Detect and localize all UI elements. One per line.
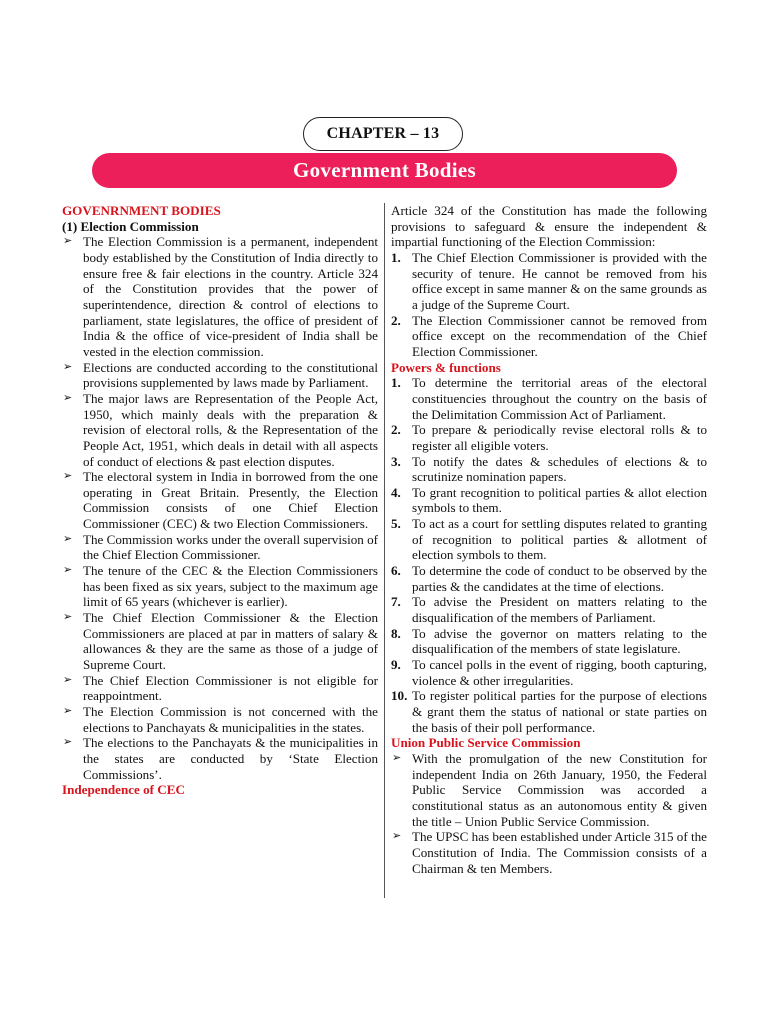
numbered-item: 2. The Election Commissioner cannot be removed from office except on the recommendation of the Chief Election Commissioner.: [391, 312, 707, 359]
arrow-bullet-icon: ➢: [63, 705, 73, 717]
bullet-item: ➢ The Commission works under the overall supervision of the Chief Election Commissioner.: [63, 531, 378, 563]
column-divider: [384, 203, 385, 898]
chapter-label: CHAPTER – 13: [303, 117, 463, 151]
bullet-item: ➢ The electoral system in India in borrowed from the one operating in Great Britain. Presently, the Election Commission consists of one Chief Election Commissioner (CEC) & two Election Commissioners.: [63, 469, 378, 532]
numbered-item: 3. To notify the dates & schedules of elections & to scrutinize nomination papers.: [391, 453, 707, 485]
numbered-item: 5. To act as a court for settling disputes related to granting of recognition to political parties & allotment of election symbols to them.: [391, 516, 707, 563]
bullet-item: ➢ The Chief Election Commissioner & the Election Commissioners are placed at par in matters of salary & allowances & they are the same as those of a judge of Supreme Court.: [63, 610, 378, 673]
bullet-item: ➢ The UPSC has been established under Article 315 of the Constitution of India. The Commission consists of a Chairman & ten Members.: [392, 829, 707, 876]
numbered-item: 8. To advise the governor on matters relating to the disqualification of the members of state legislature.: [391, 625, 707, 657]
section-heading: Union Public Service Commission: [391, 735, 581, 751]
arrow-bullet-icon: ➢: [63, 470, 73, 483]
section-heading: Independence of CEC: [62, 782, 185, 798]
intro-paragraph: Article 324 of the Constitution has made the following provisions to safeguard & ensure the independent & impartial functioning of the Election Commission:: [391, 203, 707, 250]
section-heading: GOVENRNMENT BODIES: [62, 203, 221, 218]
subsection-heading: (1) Election Commission: [62, 218, 199, 234]
numbered-item: 4. To grant recognition to political parties & allot election symbols to them.: [391, 484, 707, 516]
bullet-item: ➢ The Election Commission is not concerned with the elections to Panchayats & municipalities in the states.: [63, 704, 378, 735]
section-heading: Powers & functions: [391, 359, 501, 375]
numbered-item: 1. The Chief Election Commissioner is provided with the security of tenure. He cannot be removed from his office except in same manner & on the same grounds as a judge of the Supreme Court.: [391, 249, 707, 312]
bullet-item: ➢ The Election Commission is a permanent, independent body established by the Constitution of India directly to ensure free & fair elections in the country. Article 324 of the Constitution provides that the power of superintendence, direction & control of elections to parliament, state legislatures, the office of president of India & the office of vice-president of India shall be vested in the election commission.: [63, 234, 378, 359]
arrow-bullet-icon: ➢: [392, 830, 402, 843]
left-column: [62, 203, 378, 798]
numbered-item: 10. To register political parties for the purpose of elections & grant them the status of national or state parties on the basis of their poll performance.: [391, 688, 707, 735]
chapter-title-banner: Government Bodies: [92, 153, 677, 188]
arrow-bullet-icon: ➢: [63, 360, 73, 373]
right-column: [391, 203, 707, 876]
numbered-item: 2. To prepare & periodically revise electoral rolls & to register all eligible voters.: [391, 422, 707, 453]
numbered-item: 6. To determine the code of conduct to be observed by the parties & the candidates at the time of elections.: [391, 563, 707, 594]
arrow-bullet-icon: ➢: [63, 391, 73, 404]
numbered-item: 9. To cancel polls in the event of rigging, booth capturing, violence & other irregularities.: [391, 657, 707, 688]
bullet-item: ➢ The elections to the Panchayats & the municipalities in the states are conducted by ‘State Election Commissions’.: [63, 735, 378, 782]
bullet-item: ➢ The major laws are Representation of the People Act, 1950, which mainly deals with the preparation & revision of electoral rolls, & the Representation of the People Act, 1951, which deals in detail with all aspects of conduct of elections & past election disputes.: [63, 390, 378, 469]
arrow-bullet-icon: ➢: [63, 673, 73, 686]
numbered-item: 1. To determine the territorial areas of the electoral constituencies throughout the country on the basis of the Delimitation Commission Act of Parliament.: [391, 375, 707, 422]
arrow-bullet-icon: ➢: [63, 235, 73, 248]
bullet-item: ➢ The tenure of the CEC & the Election Commissioners has been fixed as six years, subject to the maximum age limit of 65 years (whichever is earlier).: [63, 563, 378, 610]
bullet-item: ➢ With the promulgation of the new Constitution for independent India on 26th January, 1950, the Federal Public Service Commission was accorded a constitutional status as an autonomous entity & given the title – Union Public Service Commission.: [392, 750, 707, 829]
bullet-item: ➢ The Chief Election Commissioner is not eligible for reappointment.: [63, 672, 378, 704]
bullet-item: ➢ Elections are conducted according to the constitutional provisions supplemented by laws made by Parliament.: [63, 359, 378, 391]
arrow-bullet-icon: ➢: [63, 564, 73, 577]
arrow-bullet-icon: ➢: [392, 751, 402, 764]
numbered-item: 7. To advise the President on matters relating to the disqualification of the members of Parliament.: [391, 594, 707, 626]
arrow-bullet-icon: ➢: [63, 532, 73, 545]
arrow-bullet-icon: ➢: [63, 611, 73, 624]
arrow-bullet-icon: ➢: [63, 736, 73, 749]
